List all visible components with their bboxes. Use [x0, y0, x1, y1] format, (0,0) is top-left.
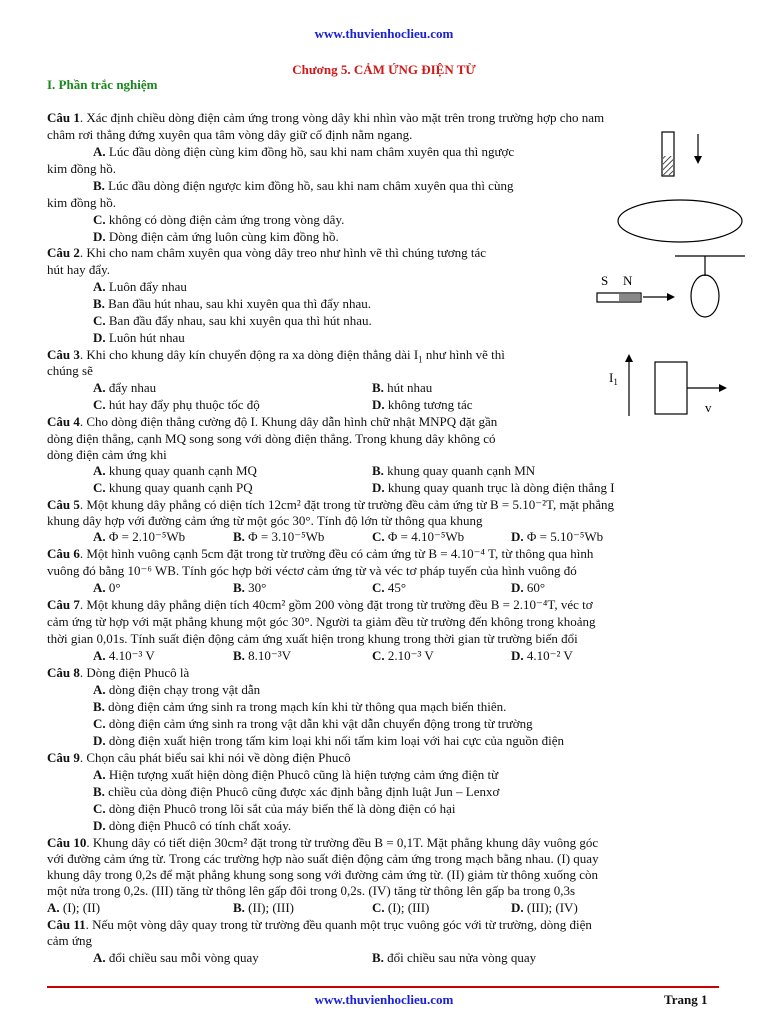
- option-c: [93, 397, 260, 413]
- option-letter: A.: [93, 529, 106, 544]
- option-d: [372, 480, 615, 496]
- option-letter: A.: [93, 950, 106, 965]
- option-letter: C.: [93, 716, 106, 731]
- option-c: [93, 801, 455, 817]
- option-text: (I); (III): [384, 900, 430, 915]
- wire-ring: [618, 200, 742, 242]
- question-text-line: một nửa trong 0,2s. (III) tăng từ thông lên gấp đôi trong 0,2s. (IV) tăng từ thông lên gấp ba trong 0,3s: [47, 883, 576, 898]
- option-b: [233, 580, 266, 596]
- option-letter: D.: [93, 733, 106, 748]
- option-c: [372, 580, 406, 596]
- page-number: Trang 1: [664, 992, 708, 1007]
- question-label: Câu 6: [47, 546, 80, 561]
- option-a: [93, 529, 185, 545]
- option-text: 0°: [105, 580, 121, 595]
- option-letter: A.: [93, 380, 106, 395]
- option-c: [93, 212, 344, 228]
- option-text: hút hay đẩy phụ thuộc tốc độ: [105, 397, 260, 412]
- option-c: [93, 716, 533, 732]
- option-c: [93, 313, 372, 329]
- question-label: Câu 2: [47, 245, 80, 260]
- option-text: 4.10⁻³ V: [105, 648, 155, 663]
- option-letter: A.: [93, 767, 106, 782]
- option-text: Lúc đầu dòng điện cùng kim đồng hồ, sau khi nam châm xuyên qua thì ngược: [105, 144, 515, 159]
- question-text-line: thời gian 0,01s. Tính suất điện động cảm ứng xuất hiện trong khung trong thời gian từ trường biến đổi: [47, 631, 578, 646]
- velocity-label: v: [705, 400, 712, 415]
- site-header-link[interactable]: www.thuvienhoclieu.com: [314, 26, 454, 41]
- option-letter: C.: [93, 397, 106, 412]
- option-text: (II); (III): [244, 900, 294, 915]
- arrow-head: [667, 293, 675, 301]
- option-letter: C.: [93, 480, 106, 495]
- question-text-line: khung dây trong 0,2s để mặt phẳng khung song song với đường cảm ứng từ. (II) giảm từ thông xuống còn: [47, 867, 599, 882]
- option-text: 2.10⁻³ V: [384, 648, 434, 663]
- option-a: [93, 279, 187, 295]
- option-text: dòng điện chạy trong vật dẫn: [105, 682, 261, 697]
- option-letter: A.: [93, 279, 106, 294]
- option-letter: D.: [511, 529, 524, 544]
- option-letter: D.: [93, 229, 106, 244]
- question-11-stem: [47, 917, 592, 933]
- option-text: dòng điện xuất hiện trong tấm kim loại khi nối tấm kim loại với hai cực của nguồn điện: [105, 733, 564, 748]
- option-a: [93, 144, 514, 160]
- option-letter: C.: [372, 900, 385, 915]
- option-b: [372, 380, 432, 396]
- question-label: Câu 8: [47, 665, 80, 680]
- option-d: [93, 818, 291, 834]
- option-text: chiều của dòng điện Phucô cũng được xác định bằng định luật Jun – Lenxơ: [104, 784, 500, 799]
- option-letter: A.: [47, 900, 60, 915]
- option-letter: D.: [511, 648, 524, 663]
- question-text-line: khung dây hợp với đường cảm ứng từ một góc 30°. Tính độ lớn từ thông qua khung: [47, 513, 483, 528]
- option-text: khung quay quanh cạnh MQ: [105, 463, 257, 478]
- option-text: Φ = 4.10⁻⁵Wb: [384, 529, 465, 544]
- option-text: Luôn đẩy nhau: [105, 279, 187, 294]
- question-9-stem: [47, 750, 351, 766]
- figure-magnet-falling-ring: [610, 126, 750, 251]
- question-text: . Dòng điện Phucô là: [79, 665, 190, 680]
- option-text: không tương tác: [384, 397, 473, 412]
- option-text: 45°: [384, 580, 407, 595]
- footer-rule: [47, 986, 719, 988]
- question-text-line: dòng điện thẳng, cạnh MQ song song với dòng điện thẳng. Trong khung dây không có: [47, 431, 496, 446]
- option-a: [93, 682, 260, 698]
- question-text-end: như hình vẽ thì: [422, 347, 505, 362]
- option-letter: D.: [93, 818, 106, 833]
- figure-magnet-hanging-ring: [595, 250, 755, 330]
- option-text: dòng điện Phucô có tính chất xoáy.: [105, 818, 292, 833]
- option-letter: D.: [372, 480, 385, 495]
- option-a: [47, 900, 100, 916]
- current-arrow-head: [625, 354, 633, 362]
- option-c: [372, 648, 434, 664]
- option-text: hút nhau: [383, 380, 433, 395]
- question-6-stem: [47, 546, 593, 562]
- question-text-line: vuông đó bằng 10⁻⁶ WB. Tính góc hợp bởi véctơ cảm ứng từ và véc tơ pháp tuyến của hình vuông đó: [47, 563, 577, 578]
- pole-n-label: N: [623, 273, 633, 288]
- question-text-line: cảm ứng: [47, 933, 92, 948]
- option-d: [511, 529, 603, 545]
- option-letter: A.: [93, 580, 106, 595]
- option-d: [511, 900, 578, 916]
- option-d: [93, 330, 185, 346]
- option-letter: B.: [233, 648, 245, 663]
- option-text: Φ = 2.10⁻⁵Wb: [105, 529, 186, 544]
- option-text: đổi chiều sau mỗi vòng quay: [105, 950, 259, 965]
- option-b: [93, 296, 371, 312]
- option-text: khung quay quanh cạnh PQ: [105, 480, 253, 495]
- option-text: Hiện tượng xuất hiện dòng điện Phucô cũng là hiện tượng cảm ứng điện từ: [105, 767, 499, 782]
- question-label: Câu 10: [47, 835, 87, 850]
- option-letter: C.: [93, 801, 106, 816]
- question-text: . Khi cho khung dây kín chuyển động ra xa dòng điện thẳng dài I: [79, 347, 419, 362]
- option-letter: D.: [511, 580, 524, 595]
- option-b: [372, 950, 536, 966]
- option-text: khung quay quanh cạnh MN: [383, 463, 536, 478]
- question-text-line: châm rơi thẳng đứng xuyên qua tâm vòng dây giữ cố định nằm ngang.: [47, 127, 413, 142]
- option-text: dòng điện cảm ứng sinh ra trong vật dẫn khi vật dẫn chuyển động trong từ trường: [105, 716, 533, 731]
- option-a: [93, 648, 155, 664]
- question-8-stem: [47, 665, 189, 681]
- current-label: $I_1$: [609, 370, 618, 387]
- option-text-continued: kim đồng hồ.: [47, 161, 116, 176]
- option-letter: B.: [372, 463, 384, 478]
- figure-current-wire-frame: [605, 352, 745, 422]
- option-b: [233, 900, 294, 916]
- option-letter: A.: [93, 144, 106, 159]
- question-text: . Chọn câu phát biểu sai khi nói về dòng điện Phucô: [79, 750, 351, 765]
- magnet-n-half: [619, 294, 640, 301]
- question-7-stem: [47, 597, 593, 613]
- option-d: [93, 229, 339, 245]
- option-d: [511, 580, 545, 596]
- question-4-stem: [47, 414, 497, 430]
- option-letter: B.: [93, 784, 105, 799]
- option-text: dòng điện cảm ứng sinh ra trong mạch kín khi từ thông qua mạch biến thiên.: [104, 699, 507, 714]
- question-text-line: dòng điện cảm ứng khi: [47, 447, 167, 462]
- subscript: 1: [418, 354, 423, 365]
- option-text: (I); (II): [59, 900, 101, 915]
- option-text: Dòng điện cảm ứng luôn cùng kim đồng hồ.: [105, 229, 339, 244]
- option-b: [93, 784, 499, 800]
- option-a: [93, 463, 257, 479]
- option-text: (III); (IV): [523, 900, 578, 915]
- magnet-pole-hatch: [663, 156, 673, 175]
- option-b: [233, 648, 291, 664]
- site-footer-link[interactable]: www.thuvienhoclieu.com: [314, 992, 454, 1007]
- option-letter: B.: [93, 178, 105, 193]
- chapter-number: Chương 5.: [292, 62, 351, 77]
- option-letter: B.: [93, 296, 105, 311]
- option-letter: B.: [233, 529, 245, 544]
- question-5-stem: [47, 497, 614, 513]
- option-b: [93, 178, 513, 194]
- question-1-stem: [47, 110, 604, 126]
- question-label: Câu 4: [47, 414, 80, 429]
- option-text: đẩy nhau: [105, 380, 157, 395]
- question-label: Câu 5: [47, 497, 80, 512]
- hanging-ring: [691, 275, 719, 317]
- option-letter: B.: [372, 950, 384, 965]
- option-text: khung quay quanh trục là dòng điện thẳng I: [384, 480, 615, 495]
- question-10-stem: [47, 835, 598, 851]
- question-text-line: hút hay đẩy.: [47, 262, 111, 277]
- question-text-line: với đường cảm ứng từ. Trong các trường hợp nào suất điện động cảm ứng trong mạch bằng nhau. (I) quay: [47, 851, 599, 866]
- question-text: . Khung dây có tiết diện 30cm² đặt trong từ trường đều B = 0,1T. Mặt phẳng khung dây vuông góc: [86, 835, 599, 850]
- question-text: . Một khung dây phẳng diện tích 40cm² gồm 200 vòng đặt trong từ trường đều B = 2.10⁻⁴T, véc tơ: [79, 597, 593, 612]
- option-text: 8.10⁻³V: [244, 648, 292, 663]
- option-text: Φ = 3.10⁻⁵Wb: [244, 529, 325, 544]
- option-letter: C.: [93, 313, 106, 328]
- option-text-continued: kim đồng hồ.: [47, 195, 116, 210]
- option-letter: C.: [372, 648, 385, 663]
- option-letter: D.: [511, 900, 524, 915]
- option-c: [93, 480, 253, 496]
- question-text: . Một khung dây phẳng có diện tích 12cm² đặt trong từ trường đều cảm ứng từ B = 5.10⁻²T, mặt phẳng: [79, 497, 614, 512]
- chapter-name: CẢM ỨNG ĐIỆN TỪ: [350, 62, 476, 77]
- question-text: . Cho dòng điện thẳng cường độ I. Khung dây dẫn hình chữ nhật MNPQ đặt gần: [79, 414, 498, 429]
- pole-s-label: S: [601, 273, 609, 288]
- option-a: [93, 767, 498, 783]
- question-3-stem: [47, 347, 505, 368]
- option-text: Ban đầu đẩy nhau, sau khi xuyên qua thì hút nhau.: [105, 313, 372, 328]
- question-text-line: chúng sẽ: [47, 363, 93, 378]
- question-text: . Xác định chiều dòng điện cảm ứng trong vòng dây khi nhìn vào mặt trên trong trường hợp cho nam: [79, 110, 605, 125]
- option-d: [372, 397, 473, 413]
- option-text: Lúc đầu dòng điện ngược kim đồng hồ, sau khi nam châm xuyên qua thì cùng: [104, 178, 514, 193]
- option-letter: D.: [372, 397, 385, 412]
- option-letter: B.: [233, 580, 245, 595]
- question-text: . Khi cho nam châm xuyên qua vòng dây treo như hình vẽ thì chúng tương tác: [79, 245, 487, 260]
- option-text: Ban đầu hút nhau, sau khi xuyên qua thì đẩy nhau.: [104, 296, 372, 311]
- option-d: [511, 648, 573, 664]
- option-a: [93, 380, 156, 396]
- question-label: Câu 3: [47, 347, 80, 362]
- option-b: [372, 463, 535, 479]
- chapter-title: [0, 62, 768, 78]
- option-a: [93, 950, 259, 966]
- option-c: [372, 900, 429, 916]
- option-letter: A.: [93, 682, 106, 697]
- question-text: . Nếu một vòng dây quay trong từ trường đều quanh một trục vuông góc với từ trường, dòng điện: [85, 917, 592, 932]
- option-b: [233, 529, 324, 545]
- question-label: Câu 7: [47, 597, 80, 612]
- option-text: dòng điện Phucô trong lõi sắt của máy biến thế là dòng điện có hại: [105, 801, 456, 816]
- arrow-head: [694, 156, 702, 164]
- arrow-head: [719, 384, 727, 392]
- option-letter: C.: [372, 580, 385, 595]
- option-b: [93, 699, 506, 715]
- section-heading: I. Phần trắc nghiệm: [47, 77, 158, 92]
- option-text: Luôn hút nhau: [105, 330, 185, 345]
- option-letter: C.: [372, 529, 385, 544]
- option-letter: B.: [93, 699, 105, 714]
- option-d: [93, 733, 564, 749]
- option-letter: A.: [93, 463, 106, 478]
- option-text: 60°: [523, 580, 546, 595]
- wire-frame: [655, 362, 687, 414]
- question-text-line: cảm ứng từ hợp với mặt phẳng khung một góc 30°. Người ta giảm đều từ trường đến không trong khoảng: [47, 614, 596, 629]
- option-letter: C.: [93, 212, 106, 227]
- option-letter: D.: [93, 330, 106, 345]
- question-text: . Một hình vuông cạnh 5cm đặt trong từ trường đều có cảm ứng từ B = 4.10⁻⁴ T, từ thông qua hình: [79, 546, 594, 561]
- question-2-stem: [47, 245, 486, 261]
- question-label: Câu 11: [47, 917, 86, 932]
- option-text: Φ = 5.10⁻⁵Wb: [523, 529, 604, 544]
- option-text: đổi chiều sau nửa vòng quay: [383, 950, 537, 965]
- option-letter: B.: [372, 380, 384, 395]
- option-letter: B.: [233, 900, 245, 915]
- option-a: [93, 580, 121, 596]
- option-text: 4.10⁻² V: [523, 648, 573, 663]
- question-label: Câu 1: [47, 110, 80, 125]
- option-text: 30°: [244, 580, 267, 595]
- option-letter: A.: [93, 648, 106, 663]
- question-label: Câu 9: [47, 750, 80, 765]
- option-c: [372, 529, 464, 545]
- option-text: không có dòng điện cảm ứng trong vòng dây.: [105, 212, 345, 227]
